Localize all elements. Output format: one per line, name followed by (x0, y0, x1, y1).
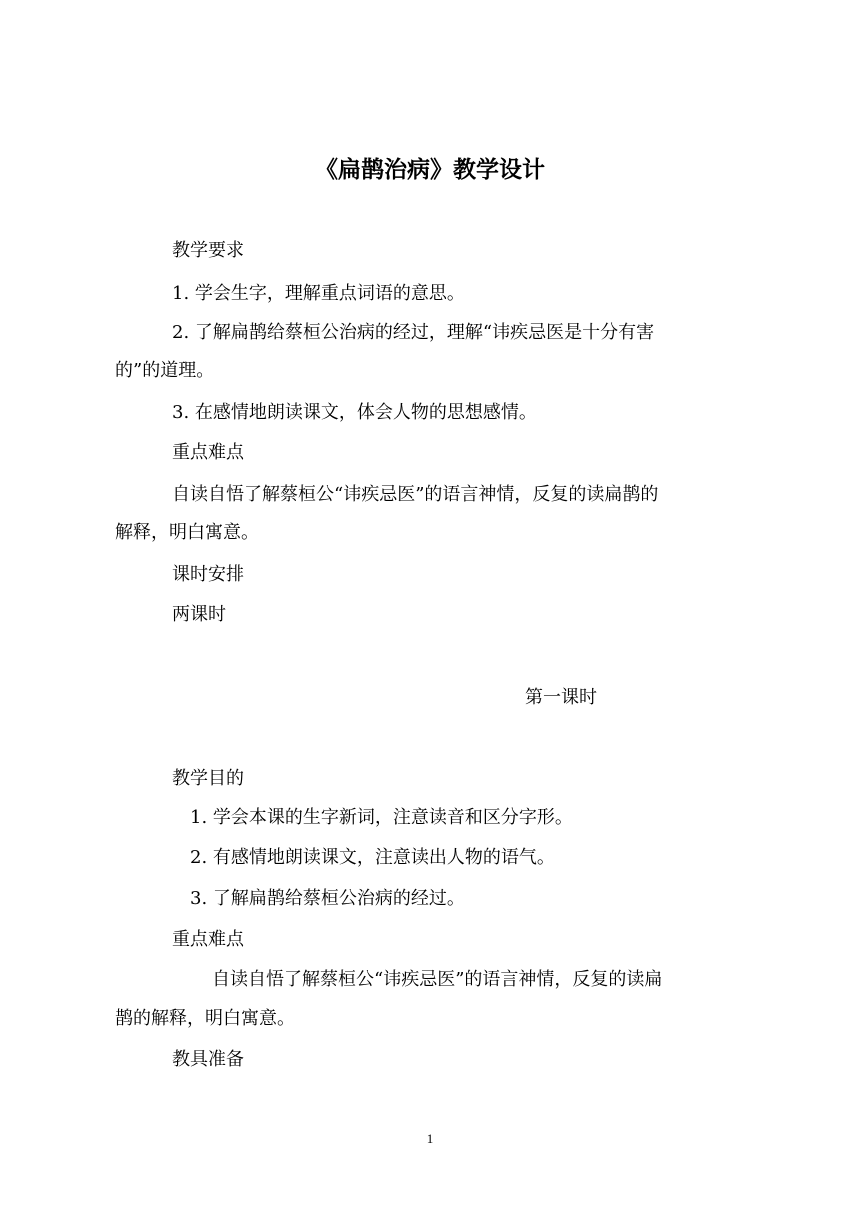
key-difficulties-continuation: 解释，明白寓意。 (115, 522, 259, 543)
requirement-item-1: 1. 学会生字，理解重点词语的意思。 (172, 283, 465, 304)
requirement-item-2-continuation: 的”的道理。 (115, 360, 215, 381)
key-difficulties-text: 自读自悟了解蔡桓公“讳疾忌医”的语言神情，反复的读扁鹊的 (172, 484, 659, 505)
section-heading-schedule: 课时安排 (172, 564, 244, 585)
goal-item-3: 3. 了解扁鹊给蔡桓公治病的经过。 (190, 888, 465, 909)
section-heading-key-difficulties: 重点难点 (172, 442, 244, 463)
section-heading-teaching-aids: 教具准备 (172, 1049, 244, 1070)
section-heading-key-difficulties-2: 重点难点 (172, 929, 244, 950)
page-number: 1 (426, 1131, 434, 1146)
goal-item-1: 1. 学会本课的生字新词，注意读音和区分字形。 (190, 807, 573, 828)
schedule-text: 两课时 (172, 604, 226, 625)
goal-item-2: 2. 有感情地朗读课文，注意读出人物的语气。 (190, 847, 555, 868)
section-heading-teaching-requirements: 教学要求 (172, 240, 244, 261)
section-heading-teaching-goals: 教学目的 (172, 768, 244, 789)
requirement-item-2: 2. 了解扁鹊给蔡桓公治病的经过，理解“讳疾忌医是十分有害 (172, 322, 655, 343)
key-difficulties-2-continuation: 鹊的解释，明白寓意。 (115, 1008, 295, 1029)
lesson-one-heading: 第一课时 (525, 687, 597, 708)
requirement-item-3: 3. 在感情地朗读课文，体会人物的思想感情。 (172, 402, 537, 423)
key-difficulties-2-text: 自读自悟了解蔡桓公“讳疾忌医”的语言神情，反复的读扁 (212, 969, 663, 990)
document-title: 《扁鹊治病》教学设计 (315, 157, 545, 183)
